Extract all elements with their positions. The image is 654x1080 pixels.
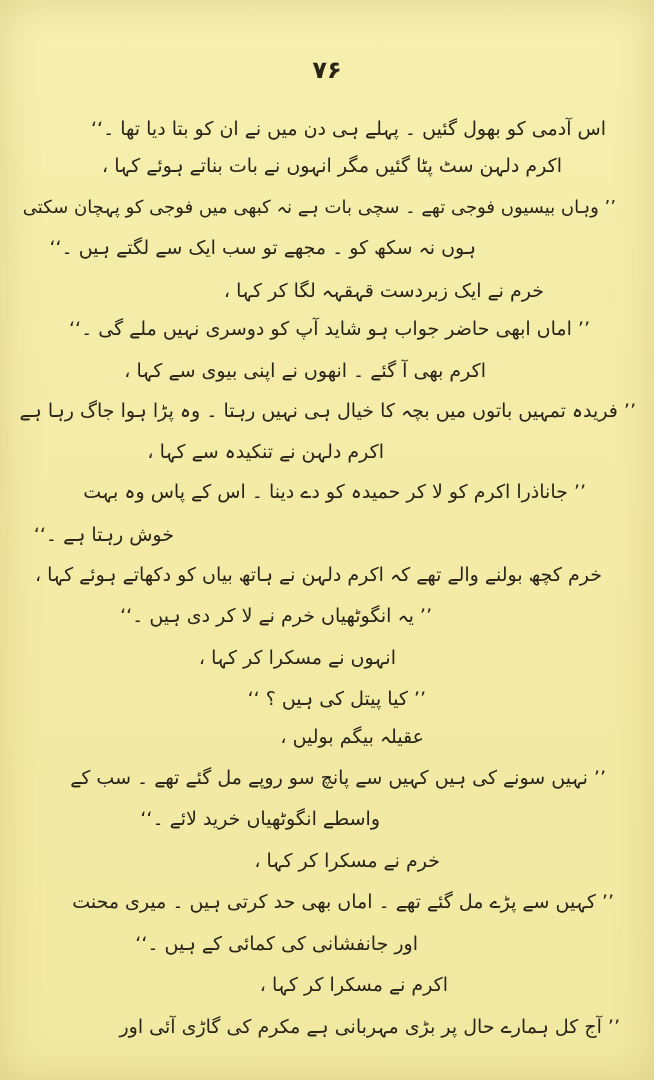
text-line: ’’ اماں ابھی حاضر جواب ہو شاید آپ کو دوسری نہیں ملے گی ۔‘‘ — [69, 318, 590, 340]
text-line: اور جانفشانی کی کمائی کے ہیں ۔‘‘ — [135, 933, 418, 955]
text-line: خرم نے مسکرا کر کہا ، — [254, 850, 440, 872]
text-line: ’’ کہیں سے پڑے مل گئے تھے ۔ اماں بھی حد کرتی ہیں ۔ میری محنت — [72, 891, 614, 913]
text-line: عقیلہ بیگم بولیں ، — [280, 726, 424, 748]
text-line: اکرم بھی آ گئے ۔ انھوں نے اپنی بیوی سے کہا ، — [124, 360, 486, 382]
text-line: ’’ جاناذرا اکرم کو لا کر حمیدہ کو دے دینا ۔ اس کے پاس وہ بہت — [83, 481, 586, 503]
text-line: ’’ آج کل ہمارے حال پر بڑی مہربانی ہے مکرم کی گاڑی آئی اور — [119, 1016, 620, 1038]
text-line: خوش رہتا ہے ۔‘‘ — [33, 524, 174, 546]
text-line: اکرم نے مسکرا کر کہا ، — [259, 974, 448, 996]
text-line: ’’ یہ انگوٹھیاں خرم نے لا کر دی ہیں ۔‘‘ — [120, 605, 432, 627]
page-number: ۷۶ — [312, 56, 342, 84]
text-line: اس آدمی کو بھول گئیں ۔ پہلے ہی دن میں نے ان کو بتا دیا تھا ۔‘‘ — [90, 118, 606, 140]
text-line: ’’ کیا پیتل کی ہیں ؟ ‘‘ — [247, 688, 426, 710]
text-line: واسطے انگوٹھیاں خرید لائے ۔‘‘ — [140, 808, 380, 830]
text-line: ’’ فریدہ تمہیں باتوں میں بچہ کا خیال ہی نہیں رہتا ۔ وہ پڑا ہوا جاگ رہا ہے — [19, 400, 636, 422]
text-line: ’’ نہیں سونے کی ہیں کہیں سے پانچ سو روپے مل گئے تھے ۔ سب کے — [70, 767, 606, 789]
text-line: انہوں نے مسکرا کر کہا ، — [198, 647, 396, 669]
text-line: خرم کچھ بولنے والے تھے کہ اکرم دلہن نے ہاتھ بیاں کو دکھاتے ہوئے کہا ، — [34, 564, 602, 586]
text-line: اکرم دلہن نے تنکیدہ سے کہا ، — [147, 441, 384, 463]
text-line: اکرم دلہن سٹ پٹا گئیں مگر انہوں نے بات بناتے ہوئے کہا ، — [102, 155, 562, 177]
text-line: خرم نے ایک زبردست قہقہہ لگا کر کہا ، — [223, 280, 544, 302]
text-line: ہوں نہ سکھ کو ۔ مجھے تو سب ایک سے لگتے ہیں ۔‘‘ — [49, 237, 476, 259]
text-line: ’’ وہاں بیسیوں فوجی تھے ۔ سچی بات ہے نہ کبھی میں فوجی کو پہچان سکتی — [22, 197, 616, 218]
